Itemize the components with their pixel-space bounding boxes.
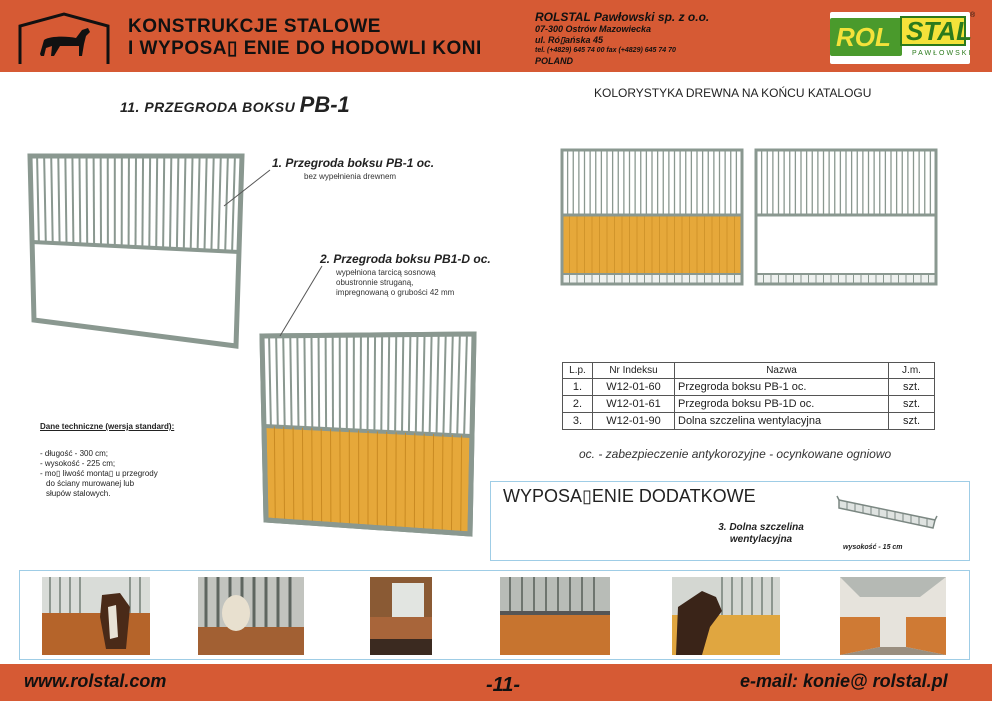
item1-desc: bez wypełnienia drewnem — [304, 172, 397, 181]
wood-board — [312, 428, 313, 523]
extras-item-line2: wentylacyjna — [729, 534, 793, 545]
steel-bar — [65, 156, 66, 244]
header-title-line2: I WYPOSA▯ ENIE DO HODOWLI KONI — [128, 38, 482, 59]
steel-bar — [79, 156, 80, 244]
tech-data-title: Dane techniczne (wersja standard): — [40, 422, 175, 431]
steel-bar — [326, 335, 327, 429]
cell-unit: szt. — [889, 396, 935, 413]
steel-bar — [395, 335, 396, 433]
tech-line: - długość - 300 cm; — [40, 449, 109, 458]
col-name: Nazwa — [675, 363, 889, 379]
cell-lp: 2. — [563, 396, 593, 413]
cell-unit: szt. — [889, 379, 935, 396]
brand-sub-text: PAWŁOWSKI — [912, 50, 973, 57]
color-note: KOLORYSTYKA DREWNA NA KOŃCU KATALOGU — [594, 86, 872, 100]
page-number: -11- — [486, 674, 521, 696]
cell-index: W12-01-90 — [593, 413, 675, 430]
wood-board — [302, 428, 303, 523]
footer-website-link[interactable]: www.rolstal.com — [24, 671, 167, 691]
page-footer — [0, 664, 992, 701]
steel-bar — [368, 335, 369, 431]
steel-bar — [311, 336, 312, 429]
tech-line: - mo▯ liwość monta▯ u przegrody — [40, 469, 158, 478]
company-info — [535, 10, 709, 67]
steel-bar — [94, 156, 95, 245]
wood-board — [433, 434, 434, 531]
extras-title: WYPOSA▯ENIE DODATKOWE — [503, 486, 756, 506]
panel-pb1-front-view — [754, 148, 938, 286]
steel-bar — [388, 335, 389, 432]
extras-item-label — [696, 522, 826, 546]
section-title-prefix: 11. PRZEGRODA BOKSU — [120, 99, 296, 115]
table-header-row — [563, 363, 935, 379]
tech-line: do ściany murowanej lub — [46, 479, 135, 488]
item2-desc-line1: wypełniona tarcicą sosnową — [336, 268, 436, 277]
table-row — [563, 413, 935, 430]
panel-pb1d-illustration — [258, 330, 480, 556]
steel-bar — [381, 335, 382, 432]
stable-photo-horse-dark — [672, 577, 780, 655]
steel-bar — [58, 156, 59, 243]
extras-box — [490, 481, 970, 561]
steel-bar — [297, 336, 298, 428]
panel-pb1d-front-view — [560, 148, 744, 286]
cell-lp: 3. — [563, 413, 593, 430]
stable-photo-horse-brown — [42, 577, 150, 655]
steel-bar — [402, 335, 403, 433]
steel-bar — [170, 156, 171, 249]
wood-board — [424, 434, 425, 531]
item2-leader-line — [276, 264, 326, 340]
cell-index: W12-01-60 — [593, 379, 675, 396]
brand-stal-block — [900, 16, 972, 46]
col-unit: J.m. — [889, 363, 935, 379]
section-title — [120, 92, 350, 118]
tech-line: słupów stalowych. — [46, 489, 111, 498]
oc-note: oc. - zabezpieczenie antykorozyjne - ocynkowane ogniowo — [579, 447, 892, 461]
registered-mark: ® — [970, 12, 976, 19]
cell-name: Przegroda boksu PB-1 oc. — [675, 379, 889, 396]
stable-photo-wood-stalls — [500, 577, 610, 655]
steel-bar — [319, 335, 320, 428]
panel-pb1-illustration — [26, 152, 248, 350]
photo-strip — [19, 570, 970, 660]
ventilation-slot-icon — [835, 494, 941, 538]
item2-desc — [336, 268, 454, 298]
tech-line: - wysokość - 225 cm; — [40, 459, 116, 468]
stable-photo-empty-stall — [370, 577, 432, 655]
item1-leader-line — [222, 168, 272, 210]
stable-photo-horse-white — [198, 577, 304, 655]
section-title-code: PB-1 — [299, 92, 350, 117]
company-name: ROLSTAL Pawłowski sp. z o.o. — [535, 10, 710, 24]
company-country: POLAND — [535, 56, 573, 66]
company-address2: ul. Ró▯ańska 45 — [535, 35, 603, 45]
steel-bar — [142, 156, 143, 247]
horse-barn-logo-icon — [16, 10, 112, 66]
item2-desc-line2: obustronnie struganą, — [336, 278, 414, 287]
steel-bar — [136, 156, 137, 247]
table-row — [563, 396, 935, 413]
header-title — [128, 16, 482, 60]
rolstal-logo — [830, 12, 973, 64]
stable-photo-corridor — [840, 577, 946, 655]
footer-email-link[interactable]: e-mail: konie@ rolstal.pl — [740, 671, 948, 691]
item2-label: 2. Przegroda boksu PB1-D oc. — [320, 252, 491, 266]
company-phone: tel. (+4829) 645 74 00 fax (+4829) 645 74 70 — [535, 47, 676, 54]
col-index: Nr Indeksu — [593, 363, 675, 379]
header-title-line1: KONSTRUKCJE STALOWE — [128, 16, 381, 37]
cell-name: Dolna szczelina wentylacyjna — [675, 413, 889, 430]
cell-index: W12-01-61 — [593, 396, 675, 413]
cell-lp: 1. — [563, 379, 593, 396]
page-header — [0, 0, 992, 72]
steel-bar — [163, 156, 164, 248]
steel-bar — [156, 156, 157, 248]
steel-bar — [374, 335, 375, 431]
steel-bar — [72, 156, 73, 244]
item2-desc-line3: impregnowaną o grubości 42 mm — [336, 288, 455, 297]
table-row — [563, 379, 935, 396]
cell-name: Przegroda boksu PB-1D oc. — [675, 396, 889, 413]
steel-bar — [290, 336, 291, 428]
company-address1: 07-300 Ostrów Mazowiecka — [535, 24, 652, 34]
steel-bar — [87, 156, 88, 245]
brand-rol-text: ROL — [836, 22, 891, 52]
steel-bar — [149, 156, 150, 248]
extras-height: wysokość - 15 cm — [843, 544, 903, 551]
product-table — [562, 362, 935, 430]
extras-item-line1: 3. Dolna szczelina — [718, 522, 804, 533]
brand-stal-text: STAL — [906, 16, 972, 46]
tech-data-list — [40, 449, 200, 499]
col-lp: L.p. — [563, 363, 593, 379]
steel-bar — [304, 336, 305, 428]
item1-label: 1. Przegroda boksu PB-1 oc. — [272, 156, 435, 170]
cell-unit: szt. — [889, 413, 935, 430]
